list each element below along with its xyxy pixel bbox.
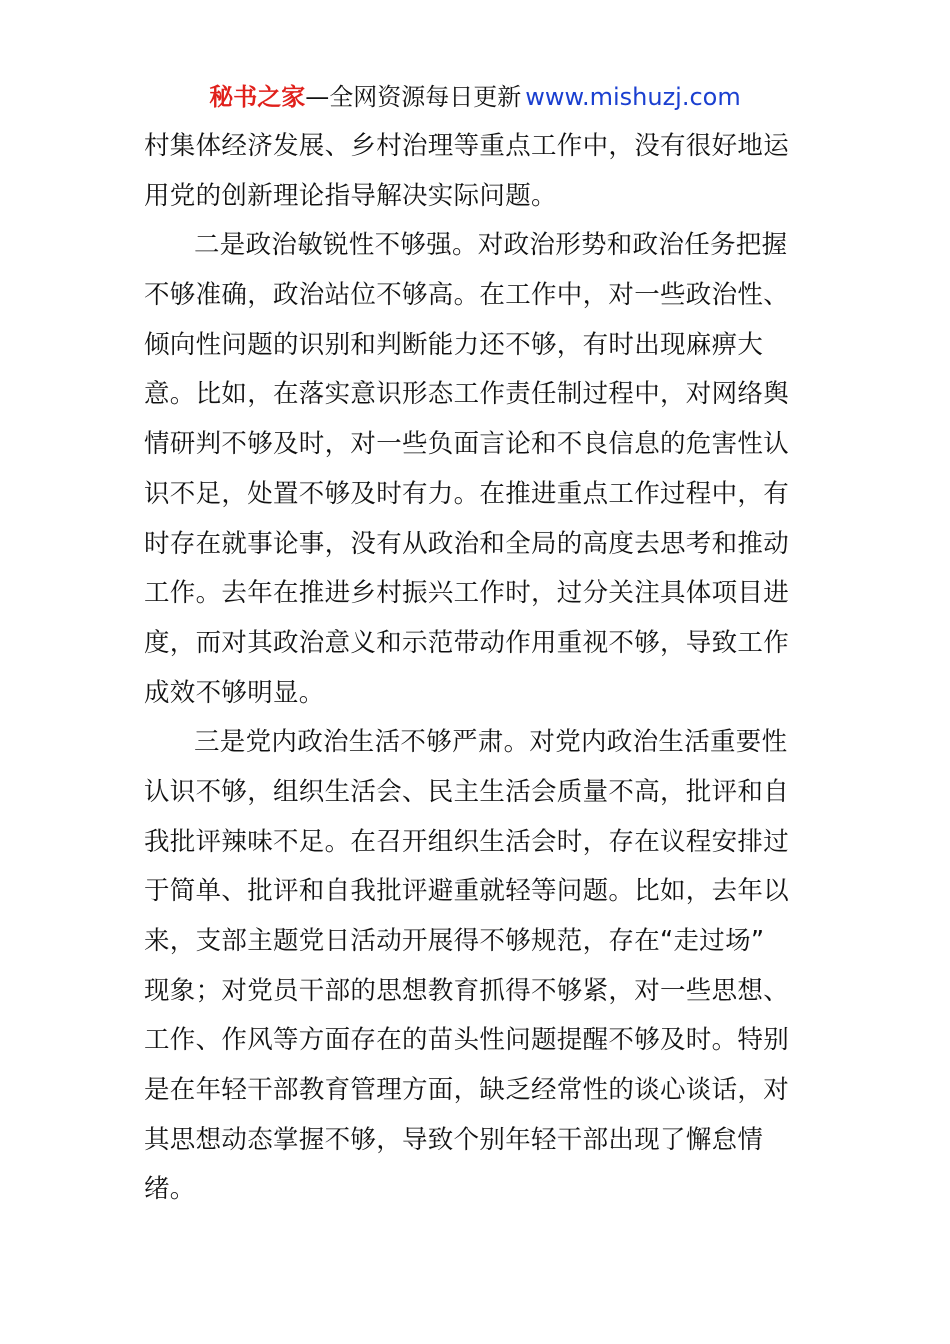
- text-line: 倾向性问题的识别和判断能力还不够，有时出现麻痹大: [144, 329, 764, 360]
- text-line: 是在年轻干部教育管理方面，缺乏经常性的谈心谈话，对: [144, 1075, 790, 1106]
- text-line: 度，而对其政治意义和示范带动作用重视不够，导致工作: [144, 627, 790, 658]
- site-url: www.mishuzj.com: [525, 83, 741, 111]
- text-line: 工作。去年在推进乡村振兴工作时，过分关注具体项目进: [144, 578, 790, 609]
- paragraph-start-line: 二是政治敏锐性不够强。对政治形势和政治任务把握: [194, 230, 788, 261]
- text-line: 不够准确，政治站位不够高。在工作中，对一些政治性、: [144, 280, 790, 311]
- text-line: 成效不够明显。: [144, 677, 325, 708]
- text-line: 我批评辣味不足。在召开组织生活会时，存在议程安排过: [144, 826, 790, 857]
- text-line: 村集体经济发展、乡村治理等重点工作中，没有很好地运: [144, 131, 790, 161]
- text-line: 其思想动态掌握不够，导致个别年轻干部出现了懈怠情: [144, 1124, 764, 1155]
- header-slogan: —全网资源每日更新: [305, 83, 522, 111]
- text-line: 识不足，处置不够及时有力。在推进重点工作过程中，有: [144, 478, 790, 509]
- paragraph-start-line: 三是党内政治生活不够严肃。对党内政治生活重要性: [194, 727, 788, 758]
- text-line: 于简单、批评和自我批评避重就轻等问题。比如，去年以: [144, 876, 790, 907]
- text-line: 来，支部主题党日活动开展得不够规范，存在“走过场”: [144, 926, 765, 956]
- brand-name: 秘书之家: [209, 83, 306, 111]
- text-line: 绪。: [144, 1174, 196, 1205]
- document-body: [144, 122, 810, 1215]
- text-line: 工作、作风等方面存在的苗头性问题提醒不够及时。特别: [144, 1025, 790, 1056]
- text-line: 意。比如，在落实意识形态工作责任制过程中，对网络舆: [144, 379, 790, 410]
- site-header: [0, 82, 950, 112]
- text-line: 用党的创新理论指导解决实际问题。: [144, 180, 557, 211]
- text-line: 认识不够，组织生活会、民主生活会质量不高，批评和自: [144, 776, 790, 807]
- text-line: 时存在就事论事，没有从政治和全局的高度去思考和推动: [144, 528, 790, 559]
- text-line: 情研判不够及时，对一些负面言论和不良信息的危害性认: [144, 429, 790, 460]
- text-line: 现象；对党员干部的思想教育抓得不够紧，对一些思想、: [144, 975, 790, 1006]
